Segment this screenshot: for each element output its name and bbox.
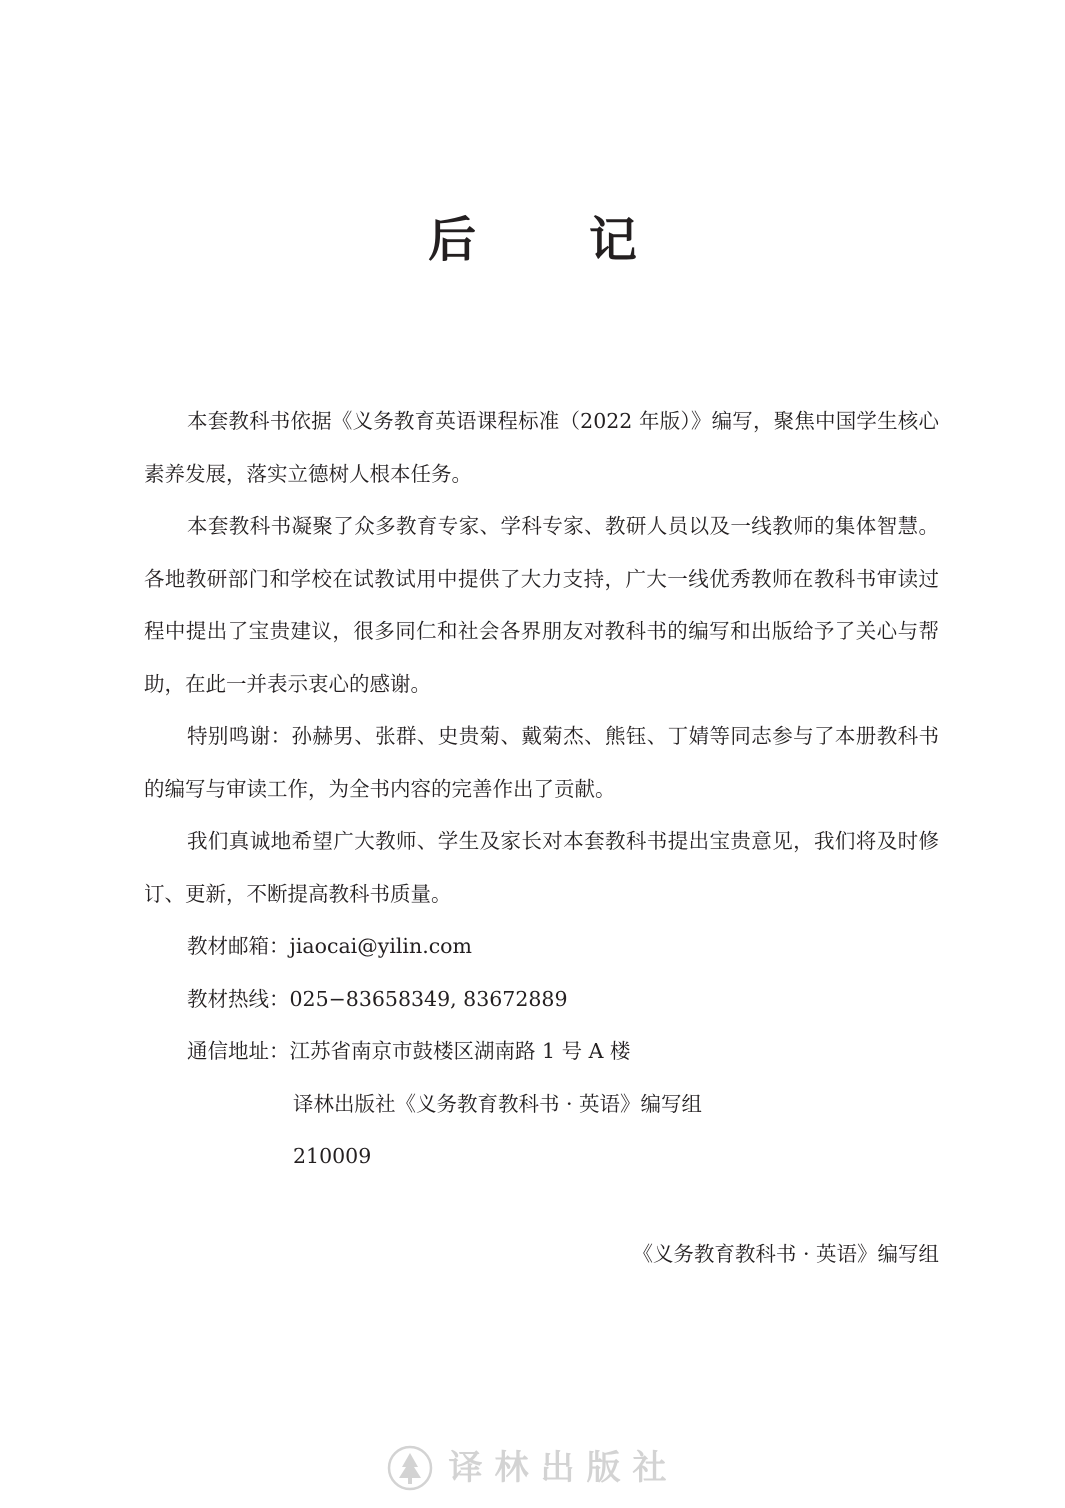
paragraph-special-thanks: 特别鸣谢：孙赫男、张群、史贵菊、戴菊杰、熊钰、丁婧等同志参与了本册教科书的编写与审读工作，为全书内容的完善作出了贡献。 bbox=[144, 724, 939, 801]
contact-hotline: 教材热线：025−83658349, 83672889 bbox=[187, 986, 568, 1011]
paragraph-acknowledgement: 本套教科书凝聚了众多教育专家、学科专家、教研人员以及一线教师的集体智慧。各地教研部门和学校在试教试用中提供了大力支持，广大一线优秀教师在教科书审读过程中提出了宝贵建议，很多同仁和社会各界朋友对教科书的编写和出版给予了关心与帮助，在此一并表示衷心的感谢。 bbox=[144, 514, 939, 696]
paragraph-feedback: 我们真诚地希望广大教师、学生及家长对本套教科书提出宝贵意见，我们将及时修订、更新，不断提高教科书质量。 bbox=[144, 829, 939, 906]
publisher-watermark bbox=[0, 1438, 1065, 1498]
page-title: 后 记 bbox=[428, 212, 685, 268]
contact-address: 通信地址：江苏省南京市鼓楼区湖南路 1 号 A 楼 bbox=[187, 1039, 631, 1063]
contact-address-org: 译林出版社《义务教育教科书 · 英语》编写组 bbox=[293, 1091, 703, 1116]
paragraph-basis: 本套教科书依据《义务教育英语课程标准（2022 年版）》编写，聚焦中国学生核心素养发展，落实立德树人根本任务。 bbox=[144, 409, 939, 486]
tree-logo-icon bbox=[387, 1445, 433, 1491]
publisher-name: 译林出版社 bbox=[448, 1448, 679, 1488]
contact-email: 教材邮箱：jiaocai@yilin.com bbox=[187, 934, 472, 958]
contact-postcode: 210009 bbox=[293, 1144, 372, 1168]
body-text bbox=[144, 395, 939, 1183]
signature: 《义务教育教科书 · 英语》编写组 bbox=[632, 1242, 939, 1266]
